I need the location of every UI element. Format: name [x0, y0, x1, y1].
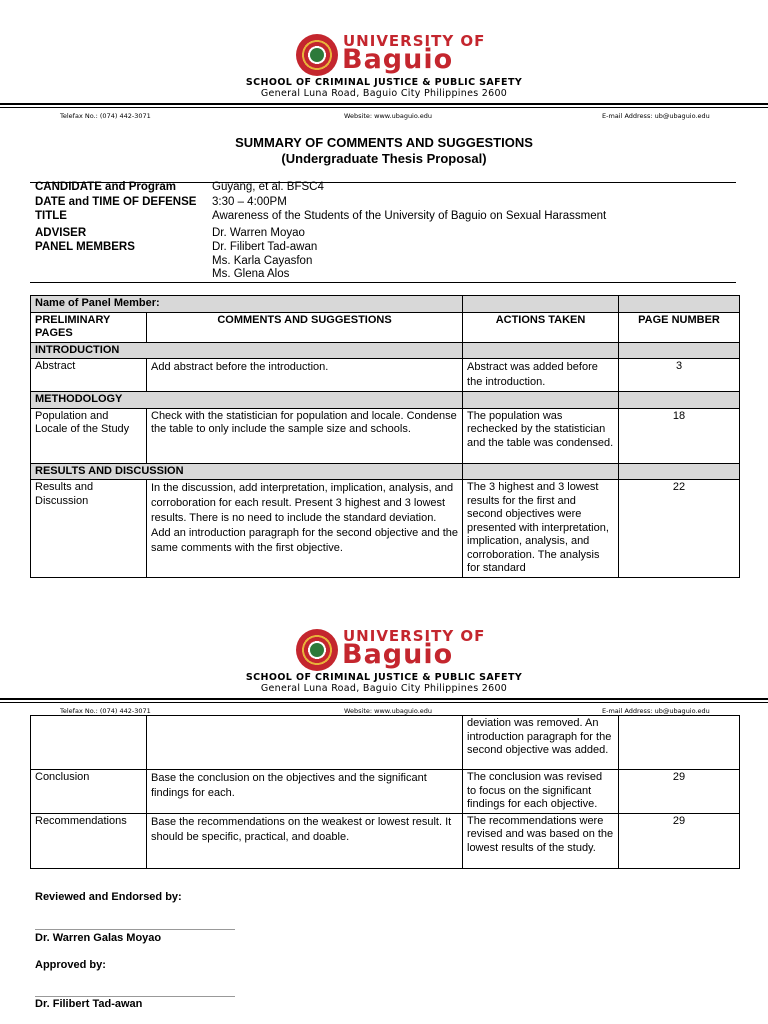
university-name: Baguio [342, 44, 454, 75]
reviewer-name: Dr. Warren Galas Moyao [35, 932, 162, 944]
header-rule-thick [0, 103, 768, 105]
row-part: Conclusion [31, 770, 147, 814]
col-preliminary-pages: PRELIMINARY PAGES [31, 312, 147, 342]
reviewed-endorsed-label: Reviewed and Endorsed by: [35, 891, 182, 903]
row-action: The 3 highest and 3 lowest results for the first and second objectives were presented with interpretation, implication, analysis, and corroboration. The analysis for standard [463, 480, 619, 578]
row-page: 29 [619, 813, 740, 868]
university-seal-logo [296, 34, 338, 76]
comments-table-page-1 [30, 295, 740, 578]
document-subtitle: (Undergraduate Thesis Proposal) [281, 151, 487, 166]
table-row [31, 716, 740, 770]
info-bottom-rule [30, 282, 736, 283]
row-page: 22 [619, 480, 740, 578]
school-address: General Luna Road, Baguio City Philippines 2600 [260, 683, 508, 694]
row-comment: Add abstract before the introduction. [147, 359, 463, 392]
header-rule-thin [0, 107, 768, 108]
section-results-label: RESULTS AND DISCUSSION [31, 463, 463, 480]
panel-member-name-label: Name of Panel Member: [31, 296, 463, 313]
comment-paragraph: In the discussion, add interpretation, implication, analysis, and corroboration for each result. Present 3 highest and 3 lowest results. There is no need to include the standard deviation. [151, 482, 454, 524]
letterhead-page-1 [0, 30, 768, 125]
panel-member: Ms. Karla Cayasfon [212, 255, 313, 267]
row-page: 3 [619, 359, 740, 392]
row-comment: Base the recommendations on the weakest or lowest result. It should be specific, practical, and doable. [147, 813, 463, 868]
table-row [31, 480, 740, 578]
panel-member: Dr. Filibert Tad-awan [212, 241, 318, 253]
header-rule-thin [0, 702, 768, 703]
defense-value: 3:30 – 4:00PM [212, 196, 287, 208]
email-address: E-mail Address: ub@ubaguio.edu [602, 707, 710, 715]
row-part: Abstract [31, 359, 147, 392]
row-action-continued: deviation was removed. An introduction paragraph for the second objective was added. [463, 716, 619, 770]
row-part: Population and Locale of the Study [31, 408, 147, 463]
reviewer-signature-line [35, 929, 235, 930]
section-methodology [31, 392, 740, 409]
telefax: Telefax No.: (074) 442-3071 [60, 707, 151, 715]
university-name: Baguio [342, 639, 454, 670]
panel-member-name-row [31, 296, 740, 313]
candidate-label: CANDIDATE and Program [35, 181, 176, 193]
website: Website: www.ubaguio.edu [344, 707, 433, 715]
col-comments: COMMENTS AND SUGGESTIONS [147, 312, 463, 342]
row-comment: Check with the statistician for population and locale. Condense the table to only include the sample size and schools. [147, 408, 463, 463]
row-page: 18 [619, 408, 740, 463]
adviser-label: ADVISER [35, 227, 87, 239]
table-row [31, 813, 740, 868]
row-page: 29 [619, 770, 740, 814]
adviser-value: Dr. Warren Moyao [212, 227, 305, 239]
col-page-number: PAGE NUMBER [619, 312, 740, 342]
row-comment: Base the conclusion on the objectives and the significant findings for each. [147, 770, 463, 814]
title-label: TITLE [35, 210, 67, 222]
website: Website: www.ubaguio.edu [344, 112, 433, 120]
university-of-text: UNIVERSITY OF [343, 627, 486, 645]
approved-by-label: Approved by: [35, 959, 106, 971]
row-comment [147, 480, 463, 578]
section-introduction-label: INTRODUCTION [31, 342, 463, 359]
panel-member: Ms. Glena Alos [212, 268, 290, 280]
email-address: E-mail Address: ub@ubaguio.edu [602, 112, 710, 120]
section-methodology-label: METHODOLOGY [31, 392, 463, 409]
school-name: SCHOOL OF CRIMINAL JUSTICE & PUBLIC SAFETY [245, 77, 523, 88]
university-of-text: UNIVERSITY OF [343, 32, 486, 50]
university-seal-logo [296, 629, 338, 671]
section-introduction [31, 342, 740, 359]
telefax: Telefax No.: (074) 442-3071 [60, 112, 151, 120]
header-rule-thick [0, 698, 768, 700]
table-header-row [31, 312, 740, 342]
row-part: Results and Discussion [31, 480, 147, 578]
title-value: Awareness of the Students of the University of Baguio on Sexual Harassment [212, 210, 607, 222]
table-row [31, 359, 740, 392]
row-action: The population was rechecked by the statistician and the table was condensed. [463, 408, 619, 463]
approver-name: Dr. Filibert Tad-awan [35, 998, 143, 1010]
comment-paragraph: Add an introduction paragraph for the second objective and the same comments with the first objective. [151, 527, 458, 554]
panel-members-label: PANEL MEMBERS [35, 241, 135, 253]
approver-signature-line [35, 996, 235, 997]
col-actions: ACTIONS TAKEN [463, 312, 619, 342]
table-row [31, 770, 740, 814]
school-name: SCHOOL OF CRIMINAL JUSTICE & PUBLIC SAFETY [245, 672, 523, 683]
comments-table-page-2 [30, 715, 740, 869]
table-row [31, 408, 740, 463]
row-action: The recommendations were revised and was based on the lowest results of the study. [463, 813, 619, 868]
school-address: General Luna Road, Baguio City Philippines 2600 [260, 88, 508, 99]
row-action: The conclusion was revised to focus on the significant findings for each objective. [463, 770, 619, 814]
document-title: SUMMARY OF COMMENTS AND SUGGESTIONS [235, 135, 533, 150]
letterhead-page-2 [0, 625, 768, 720]
row-action: Abstract was added before the introduction. [463, 359, 619, 392]
section-results [31, 463, 740, 480]
defense-label: DATE and TIME OF DEFENSE [35, 196, 197, 208]
candidate-value: Guyang, et al. BFSC4 [212, 181, 324, 193]
row-part: Recommendations [31, 813, 147, 868]
